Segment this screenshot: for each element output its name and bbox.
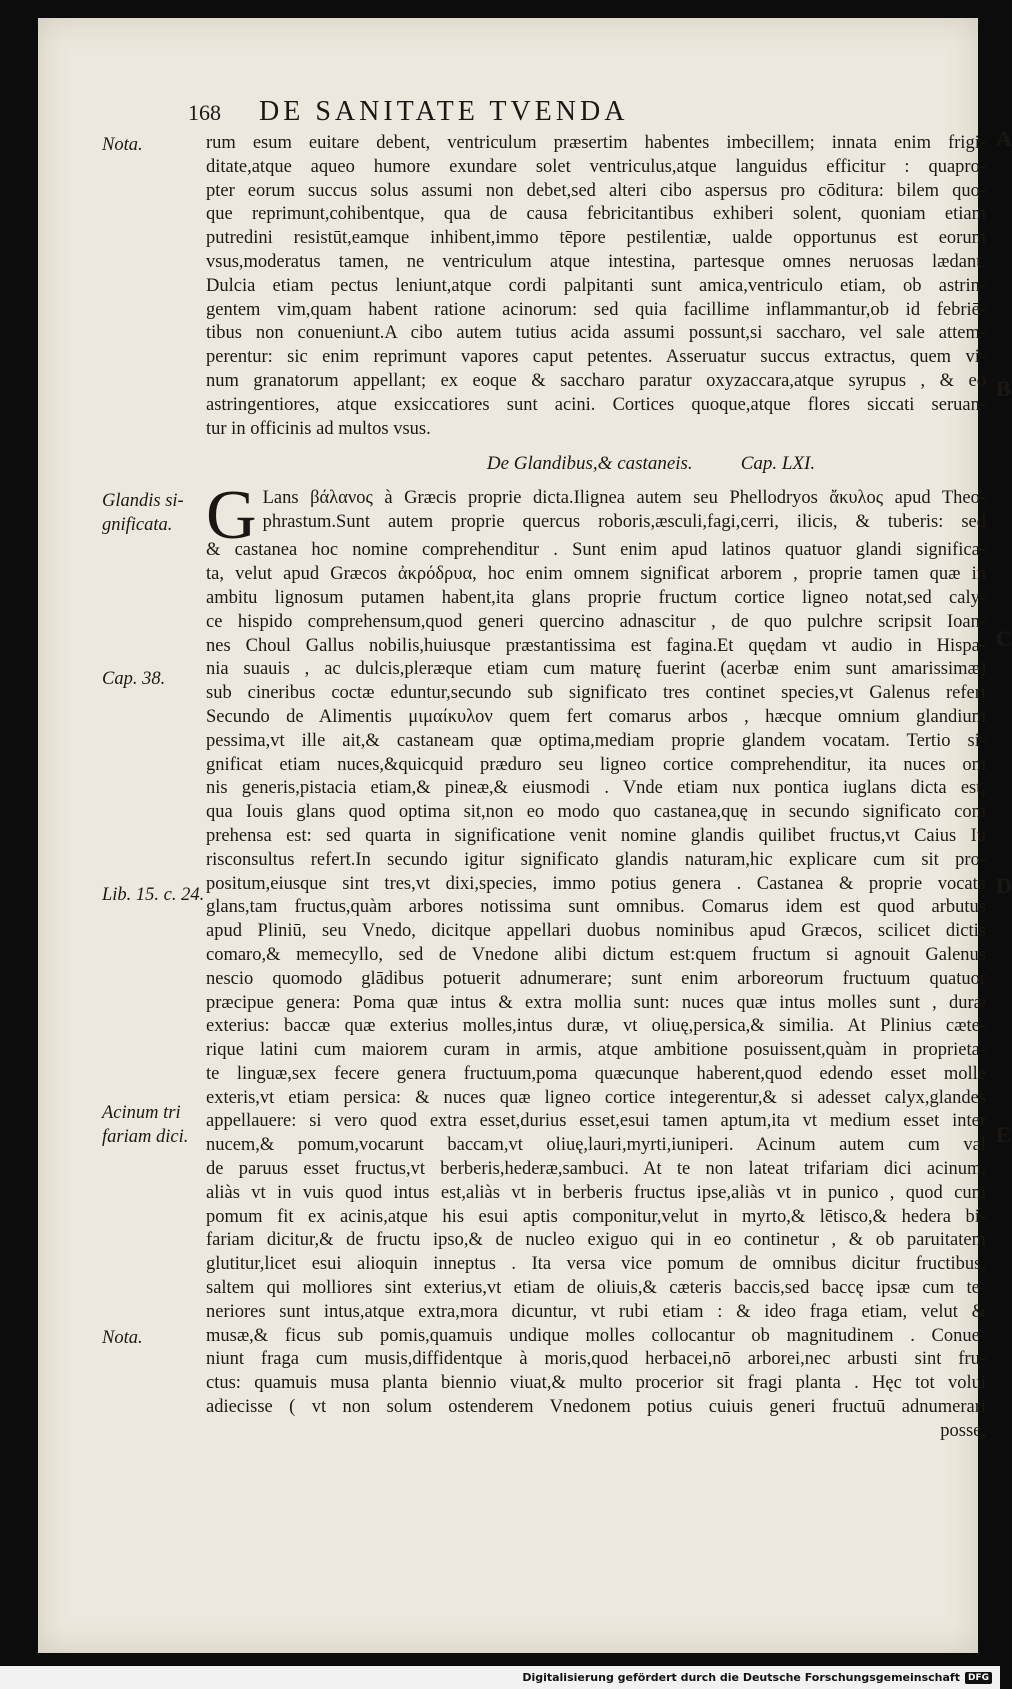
text-line: comaro,& memecyllo, sed de Vnedone alibi dictum est:quem fructum si agnouit Galenus xyxy=(206,944,986,965)
text-line: que reprimunt,cohibentque, qua de causa febricitantibus exhiberi solent, quoniam etiam xyxy=(206,204,986,225)
text-line: pter eorum succus solus assumi non debet,sed alteri cibo aspersus pro cōditura: bilem quo- xyxy=(206,180,986,201)
text-line: putredini resistūt,eamque inhibent,immo tēpore pestilentiæ, ualde opportunus est eorum xyxy=(206,228,986,249)
section-letter-a: A xyxy=(996,126,1012,151)
text-line: pessima,vt ille ait,& castaneam quæ optima,mediam proprie glandem vocatam. Tertio si- xyxy=(206,730,986,751)
section-letter-b: B xyxy=(996,376,1011,401)
text-line: rique latini cum maiorem curam in armis, atque ambitione posuissent,quàm in proprieta- xyxy=(206,1040,986,1061)
text-line: ce hispido comprehensum,quod generi quercino adnascitur , de quo pulchre scripsit Ioan- xyxy=(206,611,986,632)
text-line: sub cineribus coctæ eduntur,secundo sub significato tres continet species,vt Galenus refert xyxy=(206,683,986,704)
text-line: ctus: quamuis musa planta biennio viuat,& multo procerior sit fragi planta . Hęc tot volui xyxy=(206,1373,986,1394)
margin-note-nota-2: Nota. xyxy=(102,1328,143,1348)
margin-note-nota-1: Nota. xyxy=(102,135,143,155)
text-line: nia suauis , ac dulcis,pleræque etiam cum maturę fuerint (acerbæ enim sunt amarissimæ) xyxy=(206,659,986,680)
text-line: gnificat etiam nuces,&quicquid præduro seu ligneo cortice comprehenditur, ita nuces om xyxy=(206,754,986,775)
text-line: adiecisse ( vt non solum ostenderem Vnedonem potius cuiuis generi fructuū adnumerari xyxy=(206,1397,986,1418)
text-line: tibus non conueniunt.A cibo autem tutius acida assumi possunt,si saccharo, vel sale attem- xyxy=(206,323,986,344)
text-line: saltem qui molliores sint exterius,vt etiam de oliuis,& cæteris baccis,sed baccę ipsæ cum te- xyxy=(206,1278,986,1299)
text-line: ambitu lignosum putamen habent,ita glans proprie fructum cortice ligneo notat,sed caly- xyxy=(206,587,986,608)
text-line: fariam dicitur,& de fructu ipso,& de nucleo exiguo qui in eo continetur , & ob paruitatem xyxy=(206,1230,986,1251)
folio-number: 168 xyxy=(188,100,221,125)
digitization-footer xyxy=(0,1666,1000,1689)
section-letter-d: D xyxy=(996,873,1012,898)
text-line: neriores sunt intus,atque extra,mora dicuntur, vt rubi etiam : & ideo fraga etiam, velut & xyxy=(206,1301,986,1322)
margin-note-glandis: Glandis si- gnificata. xyxy=(102,491,184,535)
text-line: exterius: baccæ quæ exterius molles,intus duræ, vt oliuę,persica,& similia. At Plinius cæte- xyxy=(206,1016,986,1037)
text-line: vsus,moderatus tamen, ne ventriculum atque intestina, partesque omnes neruosas lædant. xyxy=(206,251,986,272)
text-line: nescio quomodo glādibus potuerit adnumerare; sunt enim arboreorum fructuum quatuor xyxy=(206,968,986,989)
running-title: DE SANITATE TVENDA xyxy=(259,96,629,127)
section-letter-c: C xyxy=(996,626,1012,651)
text-line: aliàs vt in vuis quod intus est,aliàs vt in berberis fructus ipse,aliàs vt in punico , quod cum xyxy=(206,1182,986,1203)
chapter-heading xyxy=(316,441,986,487)
text-line: Dulcia etiam pectus leniunt,atque cordi palpitanti sunt amica,ventriculo etiam, ob astrin- xyxy=(206,275,986,296)
text-line: musæ,& ficus sub pomis,quamuis undique molles collocantur ob magnitudinem . Conue- xyxy=(206,1325,986,1346)
body-text xyxy=(206,132,986,1444)
chapter-title: De Glandibus,& castaneis. xyxy=(486,453,693,475)
margin-note-lib-15: Lib. 15. c. 24. xyxy=(102,885,205,905)
text-line: appellauere: si vero quod extra esset,durius esset,esui tamen aptum,ita vt medium esset inter xyxy=(206,1111,986,1132)
text-line: positum,eiusque sint tres,vt dixi,species, immo potius genera . Castanea & proprie vocata xyxy=(206,873,986,894)
text-line: prehensa est: sed quarta in significatione venit nomine glandis quilibet fructus,vt Caius Iu xyxy=(206,825,986,846)
text-line: te linguæ,sex fecere genera fructuum,poma quæcunque haberent,quod edendo esset molle xyxy=(206,1063,986,1084)
text-line: de paruus esset fructus,vt berberis,hederæ,sambuci. At te non lateat trifariam dici acinum, xyxy=(206,1159,986,1180)
text-line: glans,tam fructus,quàm arbores notissima sunt omnibus. Comarus idem est quod arbutus xyxy=(206,897,986,918)
text-line: & castanea hoc nomine comprehenditur . Sunt enim apud latinos quatuor glandi significa- xyxy=(206,540,986,561)
text-line: perentur: sic enim reprimunt vapores caput petentes. Asseruatur succus extractus, quem vi- xyxy=(206,347,986,368)
text-line: pomum fit ex acinis,atque his esui aptis componitur,velut in myrto,& lētisco,& hedera bi- xyxy=(206,1206,986,1227)
dfg-logo-icon: DFG xyxy=(965,1672,992,1684)
text-line: tur in officinis ad multos vsus. xyxy=(206,418,431,439)
text-line: nis generis,pistacia etiam,& pineæ,& eiusmodi . Vnde etiam nux pontica iuglans dicta est, xyxy=(206,778,986,799)
text-line: nucem,& pomum,vocarunt baccam,vt oliuę,lauri,myrti,iuniperi. Acinum autem cum val xyxy=(206,1135,986,1156)
catchword: posse, xyxy=(940,1420,986,1441)
text-line: Secundo de Alimentis μιμαίκυλον quem fert comarus arbos , hæcque omnium glandium xyxy=(206,706,986,727)
text-line: phrastum.Sunt autem proprie quercus roboris,æsculi,fagi,cerri, ilicis, & tuberis: sed xyxy=(262,512,986,533)
margin-note-acinum: Acinum tri fariam dici. xyxy=(102,1103,189,1147)
footer-credit: Digitalisierung gefördert durch die Deutsche Forschungsgemeinschaft xyxy=(522,1671,960,1684)
text-line: ditate,atque aqueo humore exundare solet ventriculus,atque languidus efficitur : quapro- xyxy=(206,156,986,177)
margin-note-cap-38: Cap. 38. xyxy=(102,669,166,689)
page-header xyxy=(188,96,968,128)
book-page xyxy=(38,18,1012,1653)
text-line: glutitur,licet esui alioquin inneptus . Ita versa vice pomum de omnibus dicitur fructibus, xyxy=(206,1254,986,1275)
drop-initial: G xyxy=(206,477,257,555)
text-line: risconsultus refert.In secundo igitur significato glandis naturam,hic explicare cum sit pro- xyxy=(206,849,986,870)
chapter-number: Cap. LXI. xyxy=(740,453,816,475)
text-line: qua Iouis glans quod optima sit,non eo modo quo castanea,quę in secundo significato com xyxy=(206,802,986,823)
text-line: præcipue genera: Poma quæ intus & extra mollia sunt: nuces quæ intus molles sunt , duræ xyxy=(206,992,986,1013)
text-line: apud Pliniū, seu Vnedo, dicitque appellari duobus nominibus apud Græcos, scilicet dictis xyxy=(206,921,986,942)
text-line: ta, velut apud Græcos ἀκρόδρυα, hoc enim omnem significat arborem , proprie tamen quæ in xyxy=(206,564,986,585)
text-line: astringentiores, atque exsiccatiores sunt acini. Cortices quoque,atque flores siccati seruan- xyxy=(206,394,986,415)
text-line: niunt fraga cum musis,diffidentque à moris,quod herbacei,nō arborei,nec arbusti sint fru- xyxy=(206,1349,986,1370)
text-line: Lans βάλανος à Græcis proprie dicta.Ilignea autem seu Phellodryos ἄκυλος apud Theo- xyxy=(262,488,986,509)
text-line: gentem vim,quam habent ratione acinorum: sed quia facillime inflammantur,ob id febriē- xyxy=(206,299,986,320)
text-line: exteris,vt etiam persica: & nuces quæ ligneo cortice integerentur,& si adesset calyx,glandes xyxy=(206,1087,986,1108)
text-line: num granatorum appellant; ex eoque & saccharo paratur oxyzaccara,atque syrupus , & eo xyxy=(206,370,986,391)
text-line: rum esum euitare debent, ventriculum præsertim habentes imbecillem; innata enim frigi- xyxy=(206,133,986,153)
text-line: nes Choul Gallus nobilis,huiusque præstantissima est fagina.Et quędam vt audio in Hispa- xyxy=(206,635,986,656)
section-letter-e: E xyxy=(996,1122,1011,1147)
